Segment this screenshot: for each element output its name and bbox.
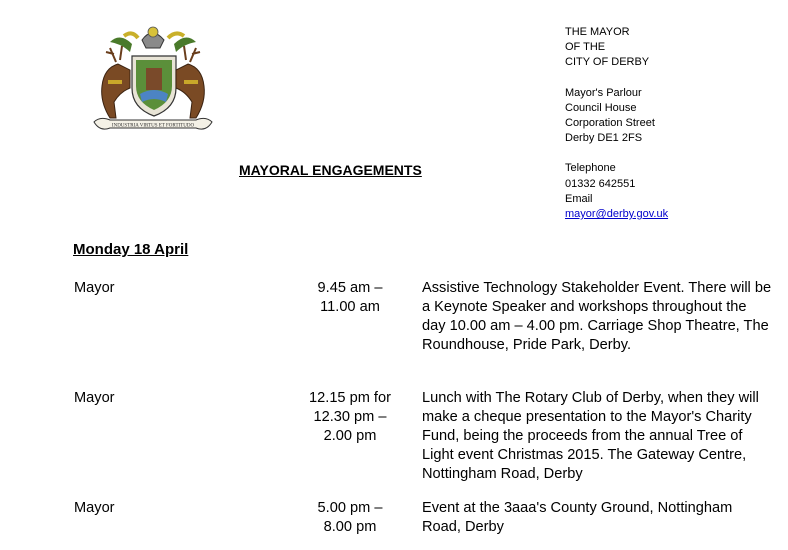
date-heading: Monday 18 April — [73, 241, 189, 258]
email-label: Email — [565, 192, 593, 205]
engagement-attendee: Mayor — [74, 500, 115, 516]
engagement-time-line: 11.00 am — [320, 299, 380, 315]
office-line: Council House — [565, 101, 637, 114]
office-line: Corporation Street — [565, 117, 655, 130]
address-line: OF THE — [565, 41, 606, 54]
email-link[interactable]: mayor@derby.gov.uk — [565, 208, 669, 221]
engagement-time-line: 8.00 pm — [323, 519, 377, 535]
office-line: Derby DE1 2FS — [565, 132, 643, 145]
engagement-description: Assistive Technology Stakeholder Event. There will be a Keynote Speaker and workshops throughout the day 10.00 am – 4.00 pm. Carriage Shop Theatre, The Roundhouse, Pride Park, Derby. — [422, 280, 772, 353]
address-line: CITY OF DERBY — [565, 56, 650, 69]
office-line: Mayor's Parlour — [565, 86, 642, 99]
engagement-time-line: 5.00 pm – — [317, 500, 383, 516]
engagement-time-line: 9.45 am – — [317, 280, 383, 296]
address-line: THE MAYOR — [565, 26, 630, 38]
engagement-attendee: Mayor — [74, 390, 115, 406]
crest-motto: INDUSTRIA VIRTUS ET FORTITUDO — [111, 123, 195, 129]
engagement-description: Event at the 3aaa's County Ground, Nottingham Road, Derby — [422, 500, 733, 535]
engagement-description: Lunch with The Rotary Club of Derby, when they will make a cheque presentation to the Mayor's Charity Fund, being the proceeds from the annual Tree of Light event Christmas 2015. The Gateway Centre, Nottingham Road, Derby — [422, 390, 759, 482]
telephone-label: Telephone — [565, 162, 616, 175]
engagement-attendee: Mayor — [74, 280, 115, 296]
page-title: MAYORAL ENGAGEMENTS — [239, 162, 422, 178]
telephone-number: 01332 642551 — [565, 177, 636, 190]
coat-of-arms-logo — [80, 22, 225, 137]
engagement-time-line: 12.30 pm – — [313, 409, 387, 425]
engagement-time — [290, 499, 410, 537]
address-block — [565, 25, 668, 222]
engagement-time — [290, 389, 410, 446]
engagement-time — [290, 279, 410, 317]
engagement-time-line: 12.15 pm for — [309, 390, 391, 406]
engagement-time-line: 2.00 pm — [323, 428, 377, 444]
